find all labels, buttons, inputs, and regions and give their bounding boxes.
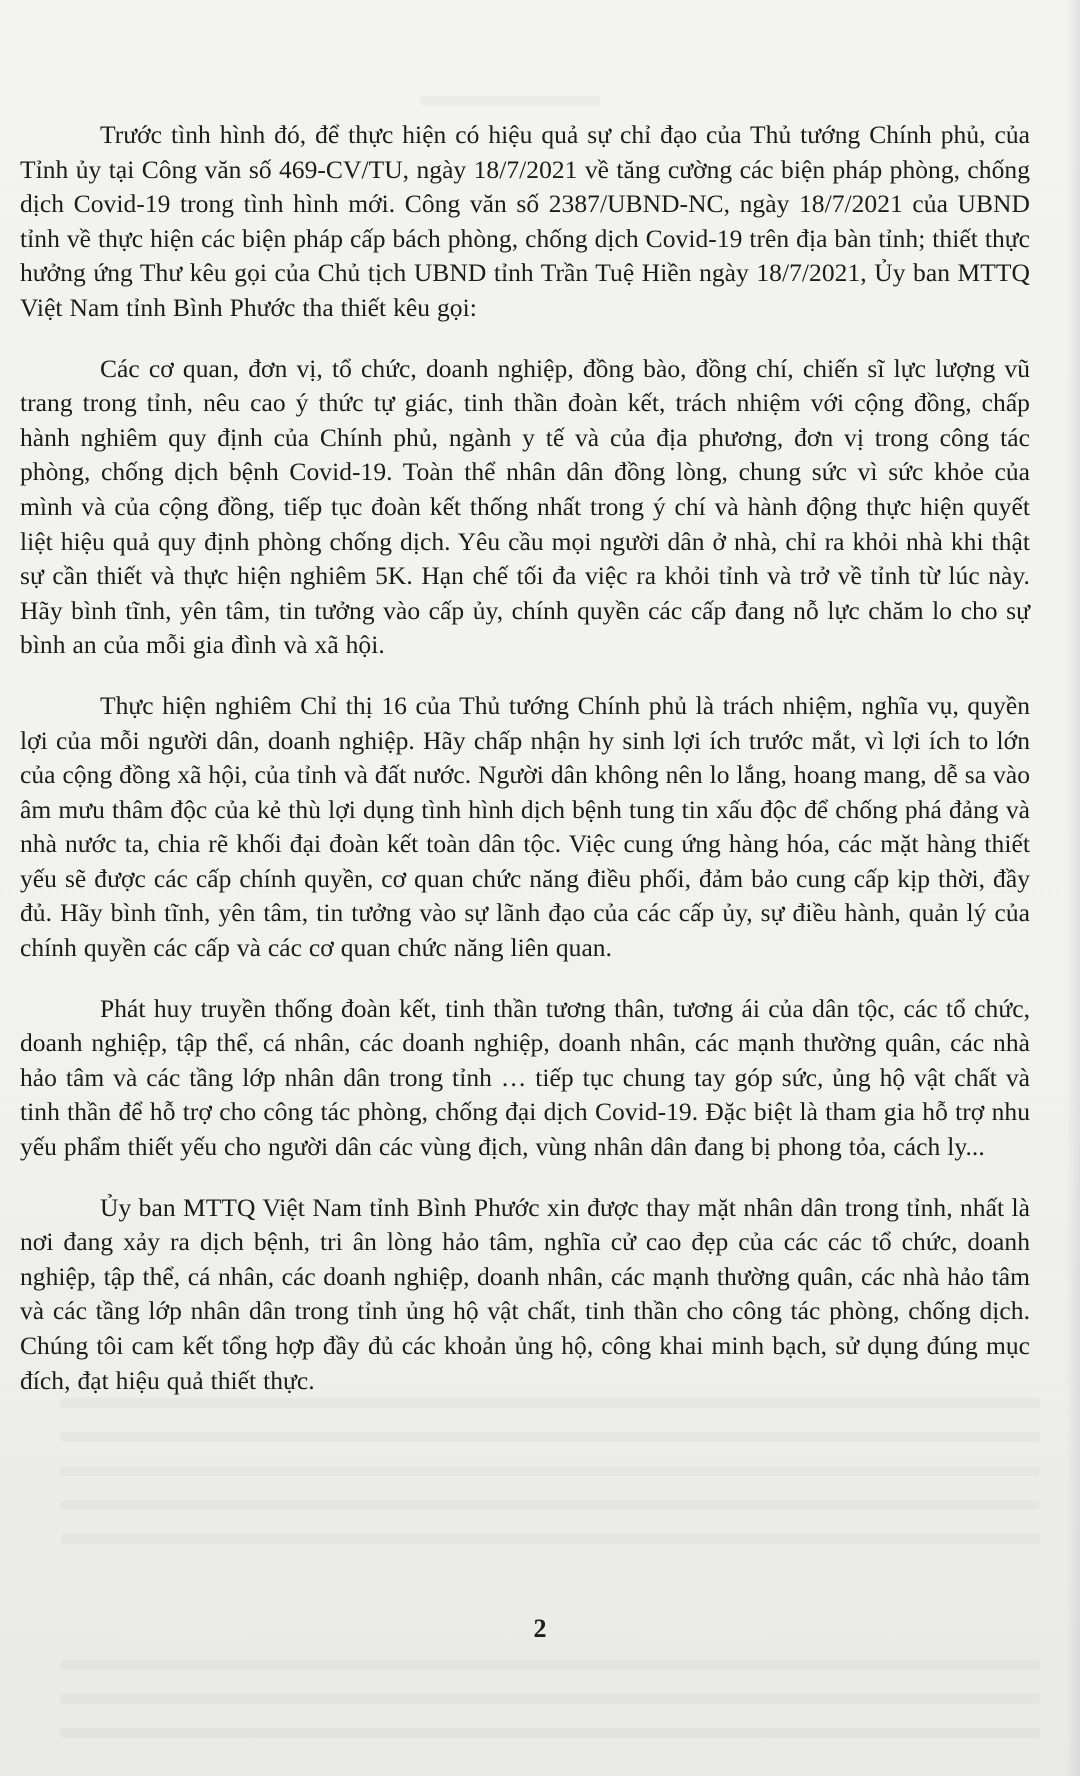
bleed-through-mark bbox=[60, 1500, 1040, 1510]
paragraph-directive-16: Thực hiện nghiêm Chỉ thị 16 của Thủ tướng Chính phủ là trách nhiệm, nghĩa vụ, quyền lợi của mỗi người dân, doanh nghiệp. Hãy chấp nhận hy sinh lợi ích trước mắt, vì lợi ích to lớn của cộng đồng xã hội, của tỉnh và đất nước. Người dân không nên lo lắng, hoang mang, dễ sa vào âm mưu thâm độc của kẻ thù lợi dụng tình hình dịch bệnh tung tin xấu độc để chống phá đảng và nhà nước ta, chia rẽ khối đại đoàn kết toàn dân tộc. Việc cung ứng hàng hóa, các mặt hàng thiết yếu sẽ được các cấp chính quyền, cơ quan chức năng điều phối, đảm bảo cung cấp kịp thời, đầy đủ. Hãy bình tĩnh, yên tâm, tin tưởng vào sự lãnh đạo của các cấp ủy, sự điều hành, quản lý của chính quyền các cấp và các cơ quan chức năng liên quan. bbox=[20, 690, 1030, 963]
paragraph-solidarity-support: Phát huy truyền thống đoàn kết, tinh thần tương thân, tương ái của dân tộc, các tổ chức, doanh nghiệp, tập thể, cá nhân, các doanh nghiệp, doanh nhân, các mạnh thường quân, các nhà hảo tâm và các tầng lớp nhân dân trong tỉnh … tiếp tục chung tay góp sức, ủng hộ vật chất và tinh thần để hỗ trợ cho công tác phòng, chống đại dịch Covid-19. Đặc biệt là tham gia hỗ trợ nhu yếu phẩm thiết yếu cho người dân các vùng địch, vùng nhân dân đang bị phong tỏa, cách ly... bbox=[20, 993, 1030, 1162]
paragraph-appeal-compliance: Các cơ quan, đơn vị, tổ chức, doanh nghiệp, đồng bào, đồng chí, chiến sĩ lực lượng vũ trang trong tỉnh, nêu cao ý thức tự giác, tinh thần đoàn kết, trách nhiệm với cộng đồng, chấp hành nghiêm quy định của Chính phủ, ngành y tế và của địa phương, đơn vị trong công tác phòng, chống dịch bệnh Covid-19. Toàn thể nhân dân đồng lòng, chung sức vì sức khỏe của mình và của cộng đồng, tiếp tục đoàn kết thống nhất trong ý chí và hành động thực hiện quyết liệt hiệu quả quy định phòng chống dịch. Yêu cầu mọi người dân ở nhà, chỉ ra khỏi nhà khi thật sự cần thiết và thực hiện nghiêm 5K. Hạn chế tối đa việc ra khỏi tỉnh và trở về tỉnh từ lúc này. Hãy bình tĩnh, yên tâm, tin tưởng vào cấp ủy, chính quyền các cấp đang nỗ lực chăm lo cho sự bình an của mỗi gia đình và xã hội. bbox=[20, 353, 1030, 660]
bleed-through-mark bbox=[420, 96, 600, 106]
page-edge-shadow bbox=[1066, 0, 1080, 1776]
bleed-through-mark bbox=[60, 1660, 1040, 1670]
document-body bbox=[20, 118, 1030, 1424]
bleed-through-mark bbox=[60, 1466, 1040, 1476]
bleed-through-mark bbox=[60, 1694, 1040, 1704]
paragraph-context: Trước tình hình đó, để thực hiện có hiệu quả sự chỉ đạo của Thủ tướng Chính phủ, của Tỉnh ủy tại Công văn số 469-CV/TU, ngày 18/7/2021 về tăng cường các biện pháp phòng, chống dịch Covid-19 trong tình hình mới. Công văn số 2387/UBND-NC, ngày 18/7/2021 của UBND tỉnh về thực hiện các biện pháp cấp bách phòng, chống dịch Covid-19 trên địa bàn tỉnh; thiết thực hưởng ứng Thư kêu gọi của Chủ tịch UBND tỉnh Trần Tuệ Hiền ngày 18/7/2021, Ủy ban MTTQ Việt Nam tỉnh Bình Phước tha thiết kêu gọi: bbox=[20, 120, 1030, 322]
paragraph-gratitude-commitment: Ủy ban MTTQ Việt Nam tỉnh Bình Phước xin được thay mặt nhân dân trong tỉnh, nhất là nơi đang xảy ra dịch bệnh, tri ân lòng hảo tâm, nghĩa cử cao đẹp của các các tổ chức, doanh nghiệp, tập thể, cá nhân, các doanh nghiệp, doanh nhân, các mạnh thường quân, các nhà hảo tâm và các tầng lớp nhân dân trong tỉnh ủng hộ vật chất, tinh thần cho công tác phòng, chống dịch. Chúng tôi cam kết tổng hợp đầy đủ các khoản ủng hộ, công khai minh bạch, sử dụng đúng mục đích, đạt hiệu quả thiết thực. bbox=[20, 1192, 1030, 1395]
bleed-through-mark bbox=[60, 1534, 1040, 1544]
bleed-through-mark bbox=[60, 1728, 1040, 1738]
bleed-through-mark bbox=[60, 1432, 1040, 1442]
page-number: 2 bbox=[533, 1614, 547, 1643]
